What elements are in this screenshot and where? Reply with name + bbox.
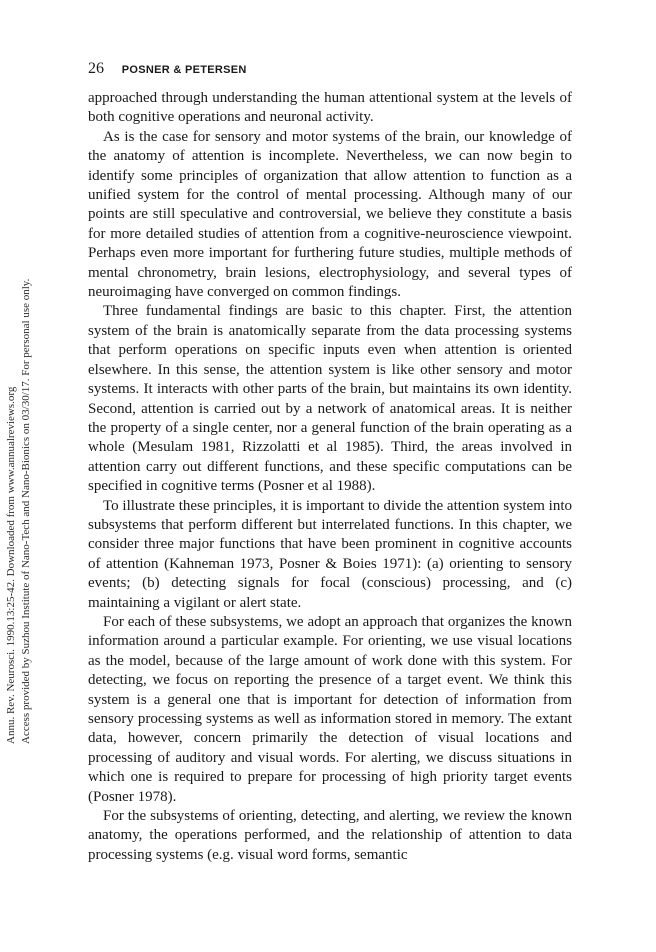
paragraph-3: Three fundamental findings are basic to this chapter. First, the attention system of the brain is anatomically separate from the data processing systems that perform operations on specific inputs even when attention is oriented elsewhere. In this sense, the attention system is like other sensory and motor systems. It interacts with other parts of the brain, but maintains its own identity. Second, attention is carried out by a network of anatomical areas. It is neither the property of a single center, nor a general function of the brain operating as a whole (Mesulam 1981, Rizzolatti et al 1985). Third, the areas involved in attention carry out different functions, and these specific computations can be specified in cognitive terms (Posner et al 1988). [88, 303, 572, 495]
paragraph-2: As is the case for sensory and motor systems of the brain, our knowledge of the anatomy of attention is incomplete. Nevertheless, we can now begin to identify some principles of organization that allow attention to function as a unified system for the control of mental processing. Although many of our points are still speculative and controversial, we believe they constitute a basis for more detailed studies of attention from a cognitive-neuroscience viewpoint. Perhaps even more important for furthering future studies, multiple methods of mental chronometry, brain lesions, electrophysiology, and several types of neuroimaging have converged on common findings. [88, 128, 572, 301]
paragraph-5: For each of these subsystems, we adopt an approach that organizes the known information around a particular example. For orienting, we use visual locations as the model, because of the large amount of work done with this system. For detecting, we focus on reporting the presence of a target event. We think this system is a general one that is important for detection of information from sensory processing systems as well as information stored in memory. The extant data, however, concern primarily the detection of visual locations and processing of auditory and visual words. For alerting, we discuss situations in which one is required to prepare for processing of high priority target events (Posner 1978). [88, 613, 572, 805]
margin-note-line-1: Annu. Rev. Neurosci. 1990.13:25-42. Downloaded from www.annualreviews.org [5, 386, 17, 744]
body-text [88, 89, 572, 865]
running-head [88, 60, 247, 79]
paragraph-6: For the subsystems of orienting, detecting, and alerting, we review the known anatomy, the operations performed, and the relationship of attention to data processing systems (e.g. visual word forms, semantic [88, 808, 572, 863]
paragraph-1: approached through understanding the human attentional system at the levels of both cognitive operations and neuronal activity. [88, 90, 572, 126]
running-head-authors: POSNER & PETERSEN [121, 64, 247, 76]
paragraph-4: To illustrate these principles, it is important to divide the attention system into subsystems that perform different but interrelated functions. In this chapter, we consider three major functions that have been prominent in cognitive accounts of attention (Kahneman 1973, Posner & Boies 1971): (a) orienting to sensory events; (b) detecting signals for focal (conscious) processing, and (c) maintaining a vigilant or alert state. [88, 497, 572, 611]
margin-note-line-2: Access provided by Suzhou Institute of Nano-Tech and Nano-Bionics on 03/30/17. For personal use only. [19, 278, 32, 744]
page-number: 26 [88, 60, 104, 77]
